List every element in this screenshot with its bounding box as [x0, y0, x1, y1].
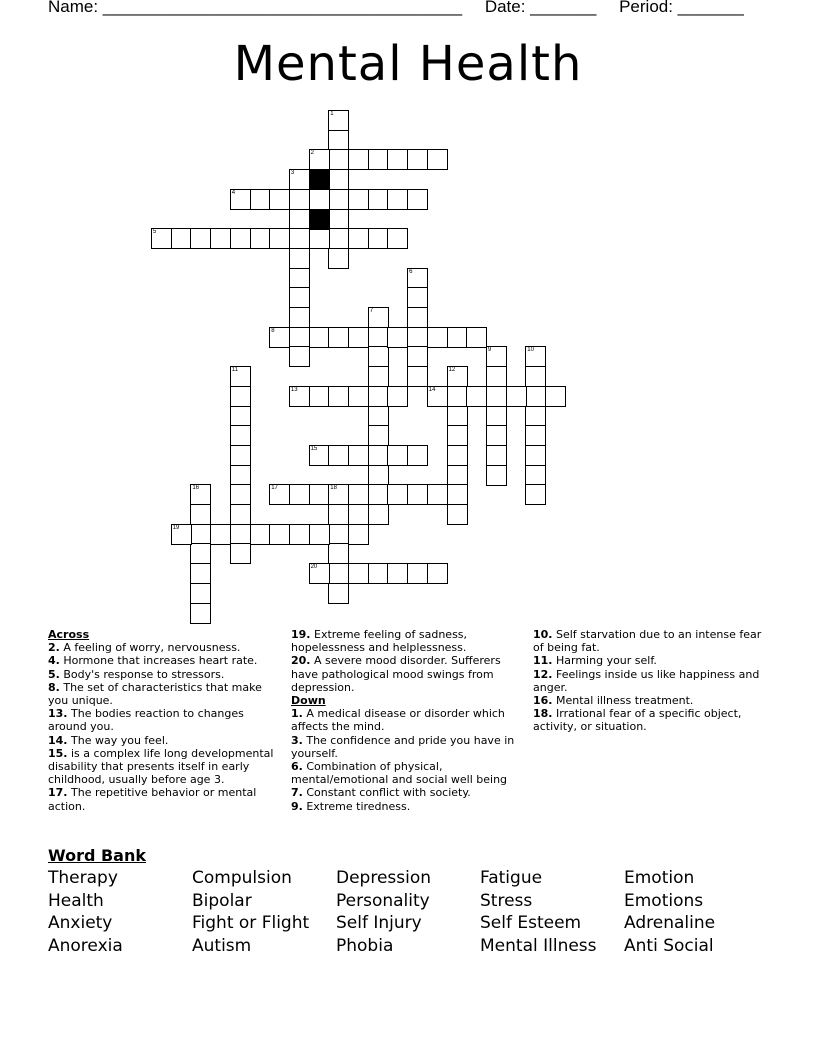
grid-cell[interactable] — [407, 307, 428, 328]
grid-cell[interactable] — [525, 445, 546, 466]
grid-cell[interactable] — [447, 504, 468, 525]
grid-cell[interactable] — [309, 484, 330, 505]
clue-number: 10 — [527, 347, 534, 354]
grid-cell[interactable] — [289, 484, 310, 505]
clue-number: 5 — [153, 229, 157, 236]
grid-cell[interactable] — [545, 386, 566, 407]
word-bank-item: Bipolar — [192, 890, 252, 911]
clue-across-15: 15. is a complex life long developmental disability that presents itself in early childhood, usually before age 3. — [48, 746, 274, 787]
grid-cell[interactable] — [230, 543, 251, 564]
grid-cell[interactable] — [407, 484, 428, 505]
grid-cell[interactable] — [427, 149, 448, 170]
word-bank-item: Autism — [192, 935, 252, 956]
clue-number: 12 — [448, 367, 456, 374]
grid-cell[interactable] — [368, 327, 389, 348]
grid-cell[interactable] — [506, 386, 527, 407]
grid-cell[interactable] — [466, 386, 487, 407]
grid-cell[interactable] — [368, 366, 389, 387]
clue-across-14: 14. The way you feel. — [48, 733, 169, 747]
clue-across-13: 13. The bodies reaction to changes around you. — [48, 707, 244, 734]
grid-cell[interactable] — [190, 228, 211, 249]
clue-down-9: 9. Extreme tiredness. — [291, 799, 411, 813]
grid-cell[interactable] — [368, 307, 389, 328]
grid-cell[interactable] — [230, 425, 251, 446]
grid-cell[interactable] — [447, 465, 468, 486]
clue-across-20: 20. A severe mood disorder. Sufferers have pathological mood swings from depression. — [291, 654, 501, 694]
clue-across-2: 2. A feeling of worry, nervousness. — [48, 641, 241, 655]
grid-cell[interactable] — [309, 149, 330, 170]
grid-cell[interactable] — [309, 563, 330, 584]
word-bank-item: Anorexia — [48, 935, 123, 956]
grid-cell[interactable] — [210, 524, 231, 545]
grid-cell[interactable] — [348, 386, 369, 407]
grid-cell[interactable] — [309, 327, 330, 348]
clue-down-11: 11. Harming your self. — [533, 654, 657, 668]
grid-cell[interactable] — [289, 327, 310, 348]
clue-down-18: 18. Irrational fear of a specific object, activity, or situation. — [533, 707, 742, 734]
word-bank-item: Personality — [336, 890, 430, 911]
grid-cell[interactable] — [387, 228, 408, 249]
clue-across-17: 17. The repetitive behavior or mental action. — [48, 786, 257, 813]
grid-cell[interactable] — [348, 327, 369, 348]
black-cell — [309, 169, 330, 190]
clue-down-6: 6. Combination of physical, mental/emotional and social well being — [291, 760, 508, 787]
clue-across-4: 4. Hormone that increases heart rate. — [48, 654, 258, 668]
word-bank-item: Mental Illness — [480, 935, 597, 956]
grid-cell[interactable] — [447, 406, 468, 427]
grid-cell[interactable] — [328, 209, 349, 230]
page-title: Mental Health — [233, 36, 583, 92]
grid-cell[interactable] — [328, 169, 349, 190]
grid-cell[interactable] — [348, 228, 369, 249]
grid-cell[interactable] — [525, 465, 546, 486]
word-bank-item: Self Injury — [336, 913, 422, 934]
grid-cell[interactable] — [190, 583, 211, 604]
grid-cell[interactable] — [368, 228, 389, 249]
word-bank — [48, 867, 768, 957]
grid-cell[interactable] — [387, 386, 408, 407]
grid-cell[interactable] — [447, 366, 468, 387]
grid-cell[interactable] — [230, 228, 251, 249]
grid-cell[interactable] — [447, 425, 468, 446]
grid-cell[interactable] — [269, 524, 290, 545]
grid-cell[interactable] — [387, 445, 408, 466]
grid-cell[interactable] — [427, 386, 448, 407]
clue-column-2 — [291, 628, 521, 813]
grid-cell[interactable] — [407, 346, 428, 367]
grid-cell[interactable] — [368, 563, 389, 584]
clue-down-10: 10. Self starvation due to an intense fear of being fat. — [533, 628, 762, 655]
grid-cell[interactable] — [171, 228, 192, 249]
date-field[interactable]: Date: _______ — [484, 0, 597, 16]
grid-cell[interactable] — [230, 524, 251, 545]
grid-cell[interactable] — [289, 189, 310, 210]
grid-cell[interactable] — [190, 543, 211, 564]
grid-cell[interactable] — [387, 189, 408, 210]
clue-number: 4 — [231, 189, 236, 196]
word-bank-item: Compulsion — [192, 868, 292, 888]
clue-down-7: 7. Constant conflict with society. — [291, 786, 471, 800]
word-bank-item: Fatigue — [480, 868, 543, 888]
grid-cell[interactable] — [328, 110, 349, 131]
grid-cell[interactable] — [525, 386, 546, 407]
grid-cell[interactable] — [269, 228, 290, 249]
grid-cell[interactable] — [486, 425, 507, 446]
grid-cell[interactable] — [407, 189, 428, 210]
grid-cell[interactable] — [328, 484, 349, 505]
grid-cell[interactable] — [230, 406, 251, 427]
grid-cell[interactable] — [250, 228, 271, 249]
word-bank-item: Emotion — [624, 868, 695, 888]
clue-down-12: 12. Feelings inside us like happiness and anger. — [533, 667, 760, 694]
grid-cell[interactable] — [368, 149, 389, 170]
word-bank-item: Self Esteem — [480, 913, 582, 934]
clue-number: 15 — [310, 445, 318, 452]
grid-cell[interactable] — [328, 524, 349, 545]
grid-cell[interactable] — [348, 563, 369, 584]
grid-cell[interactable] — [466, 327, 487, 348]
clue-number: 6 — [409, 268, 413, 275]
grid-cell[interactable] — [368, 346, 389, 367]
clue-number: 11 — [231, 367, 239, 374]
grid-cell[interactable] — [427, 484, 448, 505]
word-bank-item: Therapy — [48, 868, 118, 888]
grid-cell[interactable] — [348, 189, 369, 210]
grid-cell[interactable] — [387, 327, 408, 348]
across-heading: Across — [48, 628, 90, 641]
grid-cell[interactable] — [230, 445, 251, 466]
grid-cell[interactable] — [447, 386, 468, 407]
grid-cell[interactable] — [486, 465, 507, 486]
word-bank-title: Word Bank — [48, 846, 147, 865]
grid-cell[interactable] — [348, 524, 369, 545]
grid-cell[interactable] — [368, 484, 389, 505]
grid-cell[interactable] — [289, 307, 310, 328]
grid-cell[interactable] — [171, 524, 192, 545]
grid-cell[interactable] — [289, 248, 310, 269]
clue-number: 2 — [310, 150, 314, 157]
grid-cell[interactable] — [230, 484, 251, 505]
grid-cell[interactable] — [486, 346, 507, 367]
grid-cell[interactable] — [348, 445, 369, 466]
grid-cell[interactable] — [348, 149, 369, 170]
grid-cell[interactable] — [368, 465, 389, 486]
clue-number: 13 — [290, 386, 298, 393]
word-bank-item: Depression — [336, 868, 432, 888]
grid-cell[interactable] — [387, 484, 408, 505]
grid-cell[interactable] — [230, 386, 251, 407]
period-field[interactable]: Period: _______ — [619, 0, 744, 16]
word-bank-item: Fight or Flight — [192, 913, 310, 934]
grid-cell[interactable] — [387, 149, 408, 170]
word-bank-item: Phobia — [336, 935, 394, 956]
grid-cell[interactable] — [447, 327, 468, 348]
grid-cell[interactable] — [368, 425, 389, 446]
grid-cell[interactable] — [309, 386, 330, 407]
grid-cell[interactable] — [269, 327, 290, 348]
grid-cell[interactable] — [486, 445, 507, 466]
name-field[interactable]: Name: ______________________________________ — [48, 0, 463, 16]
grid-cell[interactable] — [407, 563, 428, 584]
clue-number: 9 — [487, 347, 492, 354]
grid-cell[interactable] — [269, 484, 290, 505]
grid-cell[interactable] — [289, 209, 310, 230]
grid-cell[interactable] — [151, 228, 172, 249]
grid-cell[interactable] — [407, 445, 428, 466]
grid-cell[interactable] — [447, 445, 468, 466]
word-bank-item: Adrenaline — [624, 913, 716, 934]
word-bank-item: Anxiety — [48, 913, 113, 934]
word-bank-item: Health — [48, 890, 104, 911]
grid-cell[interactable] — [309, 228, 330, 249]
grid-cell[interactable] — [486, 406, 507, 427]
grid-cell[interactable] — [328, 228, 349, 249]
grid-cell[interactable] — [250, 524, 271, 545]
grid-cell[interactable] — [190, 484, 211, 505]
grid-cell[interactable] — [289, 346, 310, 367]
grid-cell[interactable] — [190, 563, 211, 584]
grid-cell[interactable] — [289, 268, 310, 289]
grid-cell[interactable] — [407, 268, 428, 289]
clue-number: 1 — [330, 111, 334, 117]
clue-across-19: 19. Extreme feeling of sadness, hopelessness and helplessness. — [291, 628, 468, 655]
grid-cell[interactable] — [190, 524, 211, 545]
grid-cell[interactable] — [407, 327, 428, 348]
grid-cell[interactable] — [269, 189, 290, 210]
grid-cell[interactable] — [230, 465, 251, 486]
grid-cell[interactable] — [230, 189, 251, 210]
grid-cell[interactable] — [190, 504, 211, 525]
grid-cell[interactable] — [525, 366, 546, 387]
grid-cell[interactable] — [427, 327, 448, 348]
clue-number: 16 — [192, 485, 200, 492]
grid-cell[interactable] — [289, 169, 310, 190]
grid-cell[interactable] — [525, 406, 546, 427]
grid-cell[interactable] — [387, 563, 408, 584]
grid-cell[interactable] — [525, 425, 546, 446]
clue-across-8: 8. The set of characteristics that make you unique. — [48, 680, 262, 708]
grid-cell[interactable] — [427, 563, 448, 584]
clue-column-1 — [48, 628, 276, 813]
clue-number: 8 — [271, 327, 275, 334]
clue-number: 17 — [271, 485, 278, 492]
grid-cell[interactable] — [368, 189, 389, 210]
grid-cell[interactable] — [328, 445, 349, 466]
grid-cell[interactable] — [328, 248, 349, 269]
clue-number: 7 — [369, 308, 374, 314]
clue-number: 19 — [172, 524, 180, 531]
grid-cell[interactable] — [309, 189, 330, 210]
black-cell — [309, 209, 330, 230]
grid-cell[interactable] — [447, 484, 468, 505]
grid-cell[interactable] — [190, 603, 211, 624]
grid-cell[interactable] — [328, 189, 349, 210]
grid-cell[interactable] — [525, 346, 546, 367]
grid-cell[interactable] — [368, 386, 389, 407]
grid-cell[interactable] — [309, 524, 330, 545]
grid-cell[interactable] — [486, 366, 507, 387]
grid-cell[interactable] — [525, 484, 546, 505]
grid-cell[interactable] — [328, 130, 349, 151]
grid-cell[interactable] — [328, 504, 349, 525]
clue-down-3: 3. The confidence and pride you have in yourself. — [291, 733, 515, 760]
grid-cell[interactable] — [250, 189, 271, 210]
word-bank-item: Stress — [480, 890, 533, 911]
clue-down-1: 1. A medical disease or disorder which affects the mind. — [291, 707, 505, 734]
grid-cell[interactable] — [289, 386, 310, 407]
clue-number: 20 — [310, 564, 318, 571]
grid-cell[interactable] — [368, 406, 389, 427]
grid-cell[interactable] — [407, 149, 428, 170]
grid-cell[interactable] — [368, 445, 389, 466]
down-heading: Down — [291, 694, 326, 708]
grid-cell[interactable] — [289, 287, 310, 308]
grid-cell[interactable] — [368, 504, 389, 525]
grid-cell[interactable] — [348, 484, 369, 505]
grid-cell[interactable] — [407, 366, 428, 387]
grid-cell[interactable] — [210, 228, 231, 249]
clue-number: 3 — [290, 170, 295, 177]
grid-cell[interactable] — [407, 287, 428, 308]
clue-column-3 — [533, 628, 765, 734]
grid-cell[interactable] — [328, 563, 349, 584]
grid-cell[interactable] — [230, 366, 251, 387]
grid-cell[interactable] — [289, 228, 310, 249]
grid-cell[interactable] — [309, 445, 330, 466]
grid-cell[interactable] — [230, 504, 251, 525]
word-bank-item: Anti Social — [624, 935, 714, 956]
grid-cell[interactable] — [328, 386, 349, 407]
word-bank-item: Emotions — [624, 890, 704, 911]
grid-cell[interactable] — [289, 524, 310, 545]
grid-cell[interactable] — [328, 543, 349, 564]
clue-down-16: 16. Mental illness treatment. — [533, 694, 694, 708]
grid-cell[interactable] — [328, 583, 349, 604]
grid-cell[interactable] — [328, 327, 349, 348]
clue-number: 14 — [428, 386, 436, 393]
clue-number: 18 — [330, 485, 337, 492]
grid-cell[interactable] — [486, 386, 507, 407]
clue-across-5: 5. Body's response to stressors. — [48, 667, 225, 681]
grid-cell[interactable] — [328, 149, 349, 170]
